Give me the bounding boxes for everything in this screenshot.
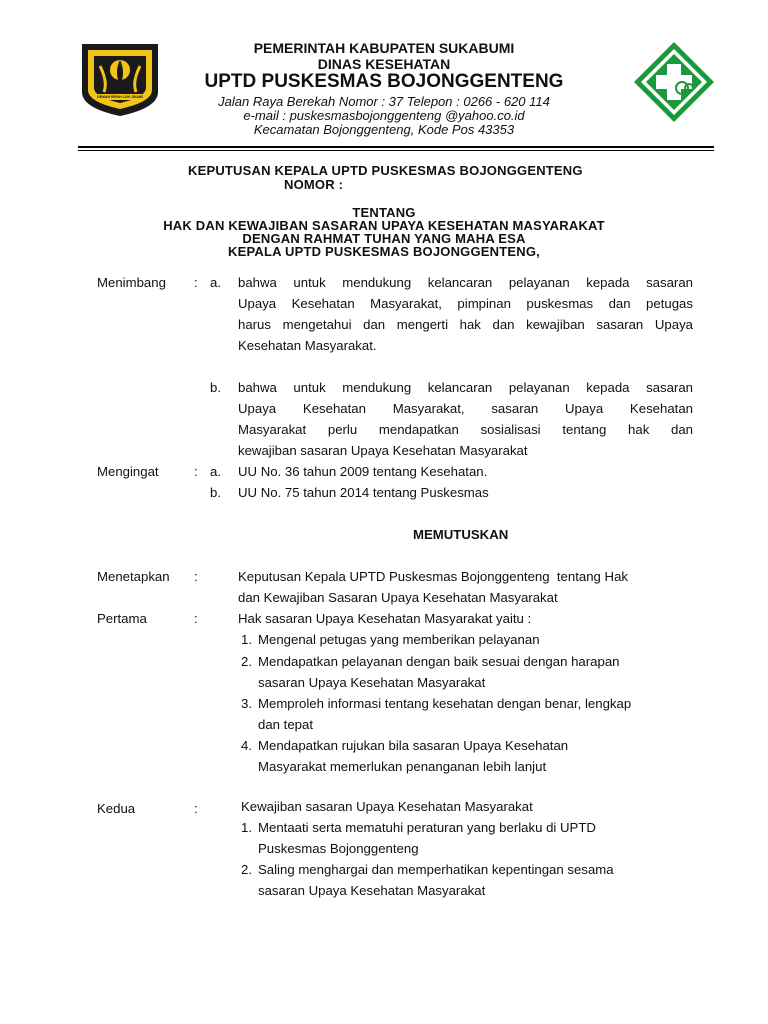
list-number: 4. [241, 738, 252, 753]
kedua-label: Kedua [97, 801, 136, 816]
list-number: 2. [241, 862, 252, 877]
menimbang-label: Menimbang [97, 275, 166, 290]
header-email: e-mail : puskesmasbojonggenteng @yahoo.co.id [243, 108, 525, 123]
menimbang-b-line: Masyarakat perlu mendapatkan sosialisasi tentang hak dan [238, 422, 693, 437]
list-item: Saling menghargai dan memperhatikan kepentingan sesama [258, 862, 614, 877]
subject-line: HAK DAN KEWAJIBAN SASARAN UPAYA KESEHATAN MASYARAKAT [163, 218, 605, 233]
menetapkan-label: Menetapkan [97, 569, 170, 584]
memutuskan-heading: MEMUTUSKAN [413, 527, 509, 542]
mengingat-label: Mengingat [97, 464, 159, 479]
mengingat-colon: : [194, 464, 198, 479]
list-item: Puskesmas Bojonggenteng [258, 841, 419, 856]
header-rule-thick [78, 146, 714, 148]
grace-line: DENGAN RAHMAT TUHAN YANG MAHA ESA [242, 231, 526, 246]
logo-motto: GEMAH RIPAH LOH JINAWI [96, 95, 144, 99]
menimbang-a-line: Kesehatan Masyarakat. [238, 338, 377, 353]
list-item: Memproleh informasi tentang kesehatan dengan benar, lengkap [258, 696, 632, 711]
menimbang-a-line: harus mengetahui dan mengerti hak dan kewajiban sasaran Upaya [238, 317, 693, 332]
menetapkan-line: dan Kewajiban Sasaran Upaya Kesehatan Masyarakat [238, 590, 558, 605]
kedua-colon: : [194, 801, 198, 816]
kedua-intro: Kewajiban sasaran Upaya Kesehatan Masyarakat [241, 799, 533, 814]
menimbang-a-marker: a. [210, 275, 221, 290]
decree-number: NOMOR : [284, 177, 344, 192]
menimbang-b-line: kewajiban sasaran Upaya Kesehatan Masyarakat [238, 443, 528, 458]
pertama-colon: : [194, 611, 198, 626]
header-address: Jalan Raya Berekah Nomor : 37 Telepon : 0266 - 620 114 [218, 94, 550, 109]
list-number: 1. [241, 820, 252, 835]
list-number: 3. [241, 696, 252, 711]
list-item: Masyarakat memerlukan penanganan lebih lanjut [258, 759, 547, 774]
list-number: 2. [241, 654, 252, 669]
menimbang-b-line: bahwa untuk mendukung kelancaran pelayanan kepada sasaran [238, 380, 693, 395]
menimbang-a-line: bahwa untuk mendukung kelancaran pelayanan kepada sasaran [238, 275, 693, 290]
menetapkan-line: Keputusan Kepala UPTD Puskesmas Bojonggenteng tentang Hak [238, 569, 629, 584]
pertama-label: Pertama [97, 611, 147, 626]
list-item: dan tepat [258, 717, 313, 732]
list-number: 1. [241, 632, 252, 647]
head-line: KEPALA UPTD PUSKESMAS BOJONGGENTENG, [227, 244, 540, 259]
list-item: Mendapatkan pelayanan dengan baik sesuai dengan harapan [258, 654, 620, 669]
header-title: UPTD PUSKESMAS BOJONGGENTENG [204, 71, 564, 92]
pertama-intro: Hak sasaran Upaya Kesehatan Masyarakat yaitu : [238, 611, 532, 626]
menimbang-colon: : [194, 275, 198, 290]
list-item: Mengenal petugas yang memberikan pelayanan [258, 632, 540, 647]
menetapkan-colon: : [194, 569, 198, 584]
list-item: Mendapatkan rujukan bila sasaran Upaya Kesehatan [258, 738, 569, 753]
header-line1: PEMERINTAH KABUPATEN SUKABUMI [253, 40, 515, 56]
header-rule-thin [78, 150, 714, 151]
mengingat-b-text: UU No. 75 tahun 2014 tentang Puskesmas [238, 485, 489, 500]
tentang-heading: TENTANG [352, 205, 416, 220]
list-item: sasaran Upaya Kesehatan Masyarakat [258, 883, 486, 898]
mengingat-a-marker: a. [210, 464, 221, 479]
decree-title: KEPUTUSAN KEPALA UPTD PUSKESMAS BOJONGGENTENG [188, 163, 583, 178]
menimbang-a-line: Upaya Kesehatan Masyarakat, pimpinan puskesmas dan petugas [238, 296, 693, 311]
menimbang-b-marker: b. [210, 380, 221, 395]
mengingat-a-text: UU No. 36 tahun 2009 tentang Kesehatan. [238, 464, 488, 479]
mengingat-b-marker: b. [210, 485, 221, 500]
header-line2: DINAS KESEHATAN [317, 56, 451, 72]
menimbang-b-line: Upaya Kesehatan Masyarakat, sasaran Upaya Kesehatan [238, 401, 693, 416]
list-item: Mentaati serta mematuhi peraturan yang berlaku di UPTD [258, 820, 596, 835]
list-item: sasaran Upaya Kesehatan Masyarakat [258, 675, 486, 690]
header-district: Kecamatan Bojonggenteng, Kode Pos 43353 [253, 122, 515, 137]
